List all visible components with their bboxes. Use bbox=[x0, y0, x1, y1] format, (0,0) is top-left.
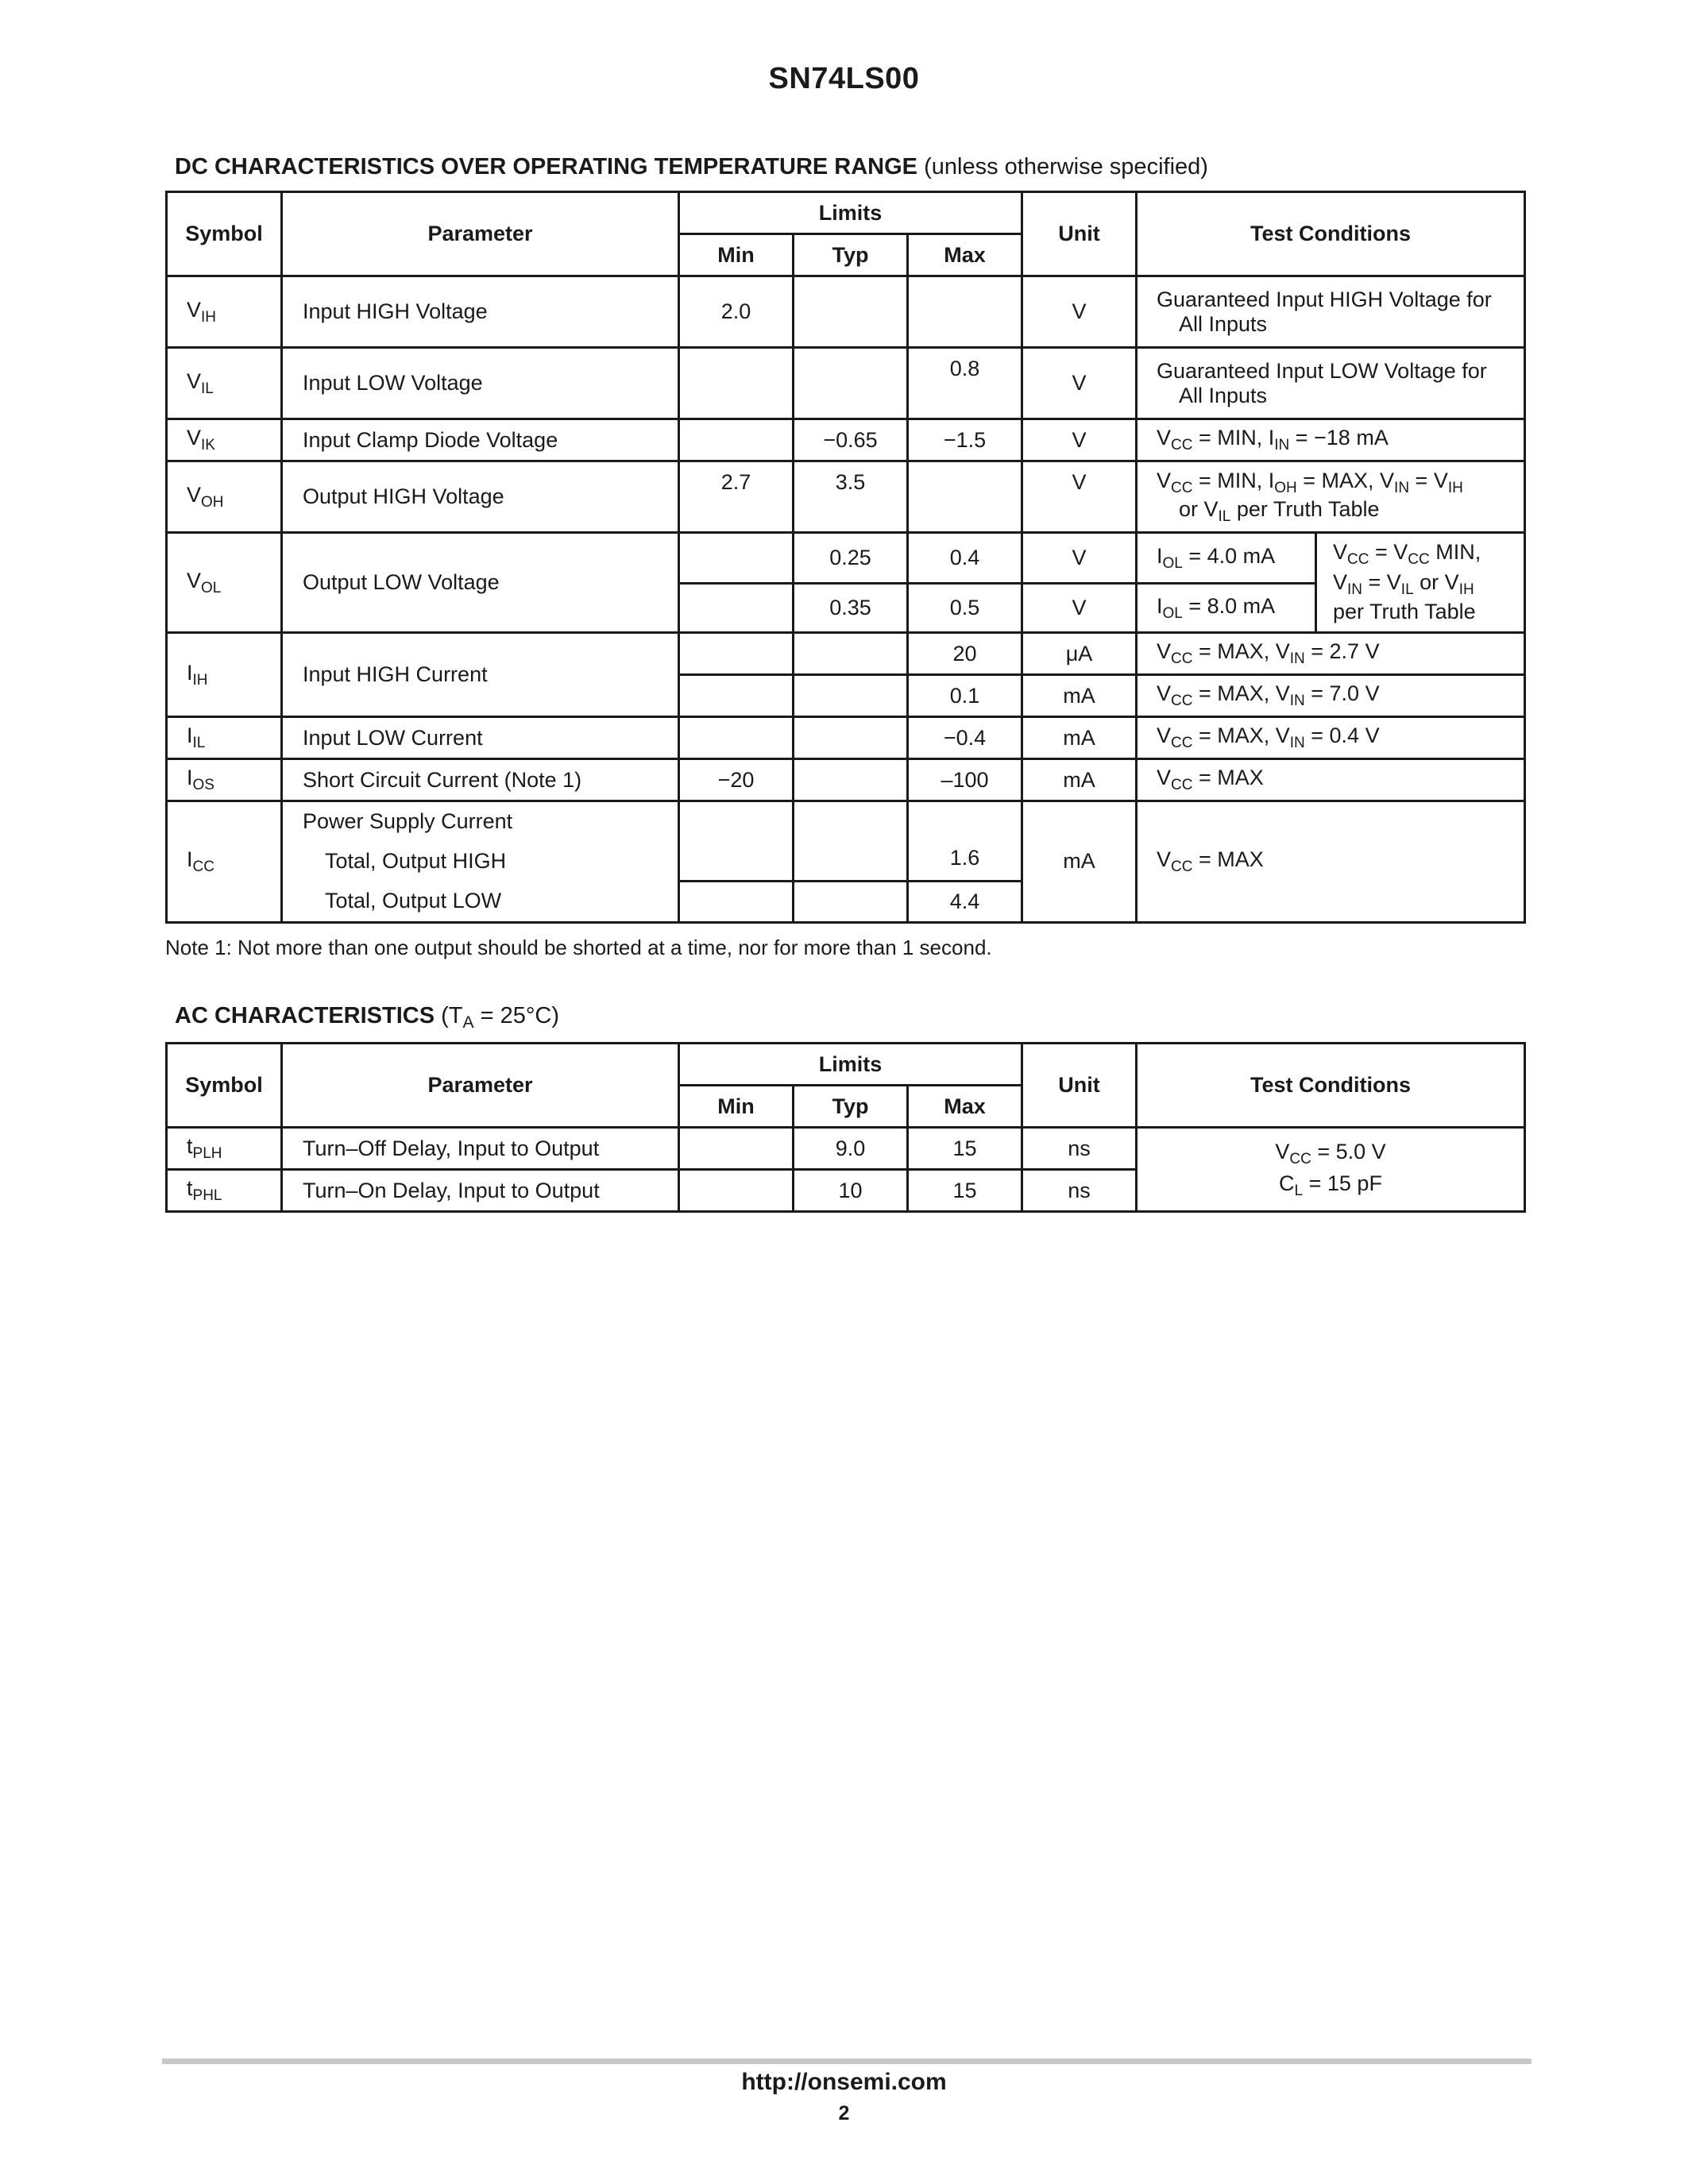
min-cell bbox=[679, 584, 794, 633]
test-conditions-cell: Guaranteed Input HIGH Voltage for All Inputs bbox=[1137, 276, 1525, 348]
max-cell: −0.4 bbox=[908, 717, 1022, 759]
typ-cell: 10 bbox=[794, 1170, 908, 1212]
max-cell: –100 bbox=[908, 759, 1022, 801]
header-symbol: Symbol bbox=[167, 1044, 282, 1128]
parameter-cell: Power Supply Current Total, Output HIGH Total, Output LOW bbox=[282, 801, 679, 923]
footer-divider bbox=[162, 2059, 1532, 2064]
min-cell: 2.0 bbox=[679, 276, 794, 348]
typ-cell bbox=[794, 759, 908, 801]
table-row bbox=[167, 348, 1525, 419]
typ-cell bbox=[794, 276, 908, 348]
header-max: Max bbox=[908, 1086, 1022, 1128]
parameter-cell: Input Clamp Diode Voltage bbox=[282, 419, 679, 461]
symbol-cell: $V_{OL}$ bbox=[167, 533, 282, 633]
min-cell bbox=[679, 633, 794, 675]
test-conditions-cell: $V_{CC}$ = MAX bbox=[1137, 801, 1525, 923]
unit-cell: V bbox=[1022, 533, 1137, 584]
parameter-cell: Output LOW Voltage bbox=[282, 533, 679, 633]
unit-cell: mA bbox=[1022, 717, 1137, 759]
max-cell: 4.4 bbox=[908, 881, 1022, 922]
min-cell bbox=[679, 1170, 794, 1212]
test-conditions-cell: $V_{CC}$ = MAX, $V_{IN} = 2.7$ V bbox=[1137, 633, 1525, 675]
typ-cell bbox=[794, 675, 908, 717]
header-limits: Limits bbox=[679, 192, 1022, 234]
max-cell bbox=[908, 461, 1022, 533]
min-cell bbox=[679, 533, 794, 584]
header-typ: Typ bbox=[794, 1086, 908, 1128]
typ-cell: 0.25 bbox=[794, 533, 908, 584]
unit-cell: V bbox=[1022, 276, 1137, 348]
parameter-cell: Input HIGH Current bbox=[282, 633, 679, 717]
min-cell bbox=[679, 881, 794, 922]
header-symbol: Symbol bbox=[167, 192, 282, 276]
max-cell bbox=[908, 276, 1022, 348]
page-title: SN74LS00 bbox=[768, 62, 920, 95]
max-cell: 20 bbox=[908, 633, 1022, 675]
unit-cell: ns bbox=[1022, 1170, 1137, 1212]
symbol-cell: $t_{PLH}$ bbox=[167, 1128, 282, 1170]
min-cell bbox=[679, 419, 794, 461]
typ-cell bbox=[794, 633, 908, 675]
unit-cell: V bbox=[1022, 348, 1137, 419]
unit-cell: V bbox=[1022, 419, 1137, 461]
ac-characteristics-table bbox=[165, 1042, 1526, 1213]
unit-cell: mA bbox=[1022, 759, 1137, 801]
ac-section-heading: AC CHARACTERISTICS $(T_A = 25^\circ C)$ bbox=[175, 1003, 560, 1032]
typ-cell bbox=[794, 348, 908, 419]
parameter-cell: Output HIGH Voltage bbox=[282, 461, 679, 533]
header-parameter: Parameter bbox=[282, 1044, 679, 1128]
symbol-cell: $t_{PHL}$ bbox=[167, 1170, 282, 1212]
symbol-cell: $I_{IL}$ bbox=[167, 717, 282, 759]
symbol-cell: $V_{IK}$ bbox=[167, 419, 282, 461]
page-number: 2 bbox=[838, 2102, 850, 2124]
test-conditions-cell: $I_{OL} = 4.0$ mA bbox=[1137, 533, 1316, 584]
symbol-cell: $I_{CC}$ bbox=[167, 801, 282, 923]
min-cell bbox=[679, 717, 794, 759]
header-max: Max bbox=[908, 234, 1022, 276]
unit-cell: V bbox=[1022, 584, 1137, 633]
unit-cell: mA bbox=[1022, 675, 1137, 717]
test-conditions-cell: $V_{CC}$ = MAX bbox=[1137, 759, 1525, 801]
max-cell: 15 bbox=[908, 1170, 1022, 1212]
dc-heading-note: (unless otherwise specified) bbox=[924, 154, 1208, 179]
table-row bbox=[167, 419, 1525, 461]
table-row bbox=[167, 633, 1525, 675]
header-test-conditions: Test Conditions bbox=[1137, 192, 1525, 276]
header-typ: Typ bbox=[794, 234, 908, 276]
header-test-conditions: Test Conditions bbox=[1137, 1044, 1525, 1128]
test-conditions-cell: $I_{OL} = 8.0$ mA bbox=[1137, 584, 1316, 633]
max-cell: 1.6 bbox=[908, 801, 1022, 882]
dc-section-heading bbox=[175, 154, 1208, 180]
test-conditions-cell: $V_{CC}$ = MAX, $V_{IN} = 0.4$ V bbox=[1137, 717, 1525, 759]
min-cell bbox=[679, 675, 794, 717]
table-row bbox=[167, 533, 1525, 584]
typ-cell bbox=[794, 881, 908, 922]
unit-cell: V bbox=[1022, 461, 1137, 533]
test-conditions-cell: $V_{CC} = 5.0$ V $C_L = 15$ pF bbox=[1137, 1128, 1525, 1212]
header-min: Min bbox=[679, 1086, 794, 1128]
parameter-cell: Turn–On Delay, Input to Output bbox=[282, 1170, 679, 1212]
unit-cell: mA bbox=[1022, 801, 1137, 923]
dc-footnote: Note 1: Not more than one output should be shorted at a time, nor for more than 1 second. bbox=[165, 936, 992, 959]
max-cell: −1.5 bbox=[908, 419, 1022, 461]
footer-url[interactable]: http://onsemi.com bbox=[741, 2069, 947, 2095]
parameter-cell: Input LOW Voltage bbox=[282, 348, 679, 419]
ac-heading-title: AC CHARACTERISTICS bbox=[175, 1003, 435, 1028]
max-cell: 0.1 bbox=[908, 675, 1022, 717]
symbol-cell: $I_{IH}$ bbox=[167, 633, 282, 717]
vol-shared-conditions-cell: $V_{CC} = V_{CC}$ MIN, $V_{IN} = V_{IL}$ or $V_{IH}$ per Truth Table bbox=[1316, 533, 1525, 633]
min-cell bbox=[679, 348, 794, 419]
symbol-cell: $V_{IH}$ bbox=[167, 276, 282, 348]
parameter-cell: Turn–Off Delay, Input to Output bbox=[282, 1128, 679, 1170]
test-conditions-cell: $V_{CC}$ = MIN, $I_{IN} = -18$ mA bbox=[1137, 419, 1525, 461]
min-cell bbox=[679, 801, 794, 882]
test-conditions-cell: $V_{CC}$ = MAX, $V_{IN} = 7.0$ V bbox=[1137, 675, 1525, 717]
table-row bbox=[167, 276, 1525, 348]
unit-cell: ns bbox=[1022, 1128, 1137, 1170]
unit-cell: μA bbox=[1022, 633, 1137, 675]
symbol-cell: $V_{IL}$ bbox=[167, 348, 282, 419]
table-row bbox=[167, 461, 1525, 533]
max-cell: 0.4 bbox=[908, 533, 1022, 584]
max-cell: 0.8 bbox=[908, 348, 1022, 419]
header-unit: Unit bbox=[1022, 1044, 1137, 1128]
table-row bbox=[167, 801, 1525, 882]
header-limits: Limits bbox=[679, 1044, 1022, 1086]
table-row bbox=[167, 717, 1525, 759]
test-conditions-cell: $V_{CC}$ = MIN, $I_{OH}$ = MAX, $V_{IN} = V_{IH}$ or $V_{IL}$ per Truth Table bbox=[1137, 461, 1525, 533]
typ-cell: 9.0 bbox=[794, 1128, 908, 1170]
header-unit: Unit bbox=[1022, 192, 1137, 276]
header-parameter: Parameter bbox=[282, 192, 679, 276]
symbol-cell: $V_{OH}$ bbox=[167, 461, 282, 533]
parameter-cell: Input LOW Current bbox=[282, 717, 679, 759]
dc-characteristics-table bbox=[165, 191, 1526, 924]
dc-heading-title: DC CHARACTERISTICS OVER OPERATING TEMPERATURE RANGE bbox=[175, 154, 918, 179]
test-conditions-cell: Guaranteed Input LOW Voltage for All Inputs bbox=[1137, 348, 1525, 419]
typ-cell bbox=[794, 717, 908, 759]
min-cell bbox=[679, 1128, 794, 1170]
table-row bbox=[167, 1128, 1525, 1170]
max-cell: 0.5 bbox=[908, 584, 1022, 633]
typ-cell: 0.35 bbox=[794, 584, 908, 633]
parameter-cell: Short Circuit Current (Note 1) bbox=[282, 759, 679, 801]
typ-cell: −0.65 bbox=[794, 419, 908, 461]
typ-cell: 3.5 bbox=[794, 461, 908, 533]
max-cell: 15 bbox=[908, 1128, 1022, 1170]
header-min: Min bbox=[679, 234, 794, 276]
min-cell: 2.7 bbox=[679, 461, 794, 533]
parameter-cell: Input HIGH Voltage bbox=[282, 276, 679, 348]
min-cell: −20 bbox=[679, 759, 794, 801]
symbol-cell: $I_{OS}$ bbox=[167, 759, 282, 801]
typ-cell bbox=[794, 801, 908, 882]
table-row bbox=[167, 759, 1525, 801]
